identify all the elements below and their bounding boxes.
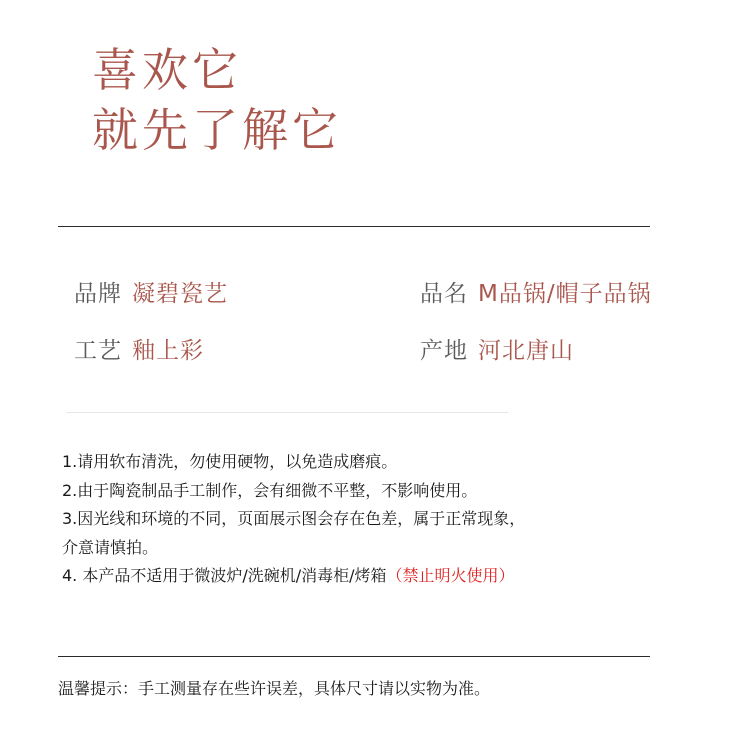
note-item-3-line-1: 3.因光线和环境的不同，页面展示图会存在色差，属于正常现象，	[62, 509, 526, 528]
spec-divider	[66, 412, 508, 413]
spec-origin-label: 产地	[420, 338, 468, 364]
top-divider	[58, 226, 650, 227]
spec-origin-value: 河北唐山	[478, 338, 574, 364]
care-notes	[62, 448, 662, 591]
headline-line-1: 喜欢它	[92, 43, 242, 97]
spec-craft-label: 工艺	[74, 338, 122, 364]
note-item-4-text: 4. 本产品不适用于微波炉/洗碗机/消毒柜/烤箱	[62, 566, 387, 585]
spec-brand	[74, 279, 228, 309]
bottom-divider	[58, 656, 650, 657]
spec-craft-value: 釉上彩	[132, 338, 204, 364]
spec-craft	[74, 336, 204, 366]
note-item-4	[62, 562, 662, 591]
note-item-2: 2.由于陶瓷制品手工制作，会有细微不平整，不影响使用。	[62, 480, 478, 500]
note-item-3-line-2: 介意请慎拍。	[62, 537, 159, 557]
spec-name-value: M品锅/帽子品锅	[478, 281, 652, 307]
note-item-4-warning: （禁止明火使用）	[386, 566, 515, 585]
spec-origin	[420, 336, 574, 366]
note-item-1: 1.请用软布清洗，勿使用硬物，以免造成磨痕。	[62, 452, 398, 471]
measurement-tip: 温馨提示：手工测量存在些许误差，具体尺寸请以实物为准。	[58, 679, 491, 698]
headline-line-2: 就先了解它	[92, 103, 342, 157]
spec-brand-value: 凝碧瓷艺	[132, 281, 228, 307]
spec-name-label: 品名	[420, 281, 468, 307]
spec-name	[420, 279, 652, 309]
headline	[92, 40, 342, 160]
spec-brand-label: 品牌	[74, 281, 122, 307]
